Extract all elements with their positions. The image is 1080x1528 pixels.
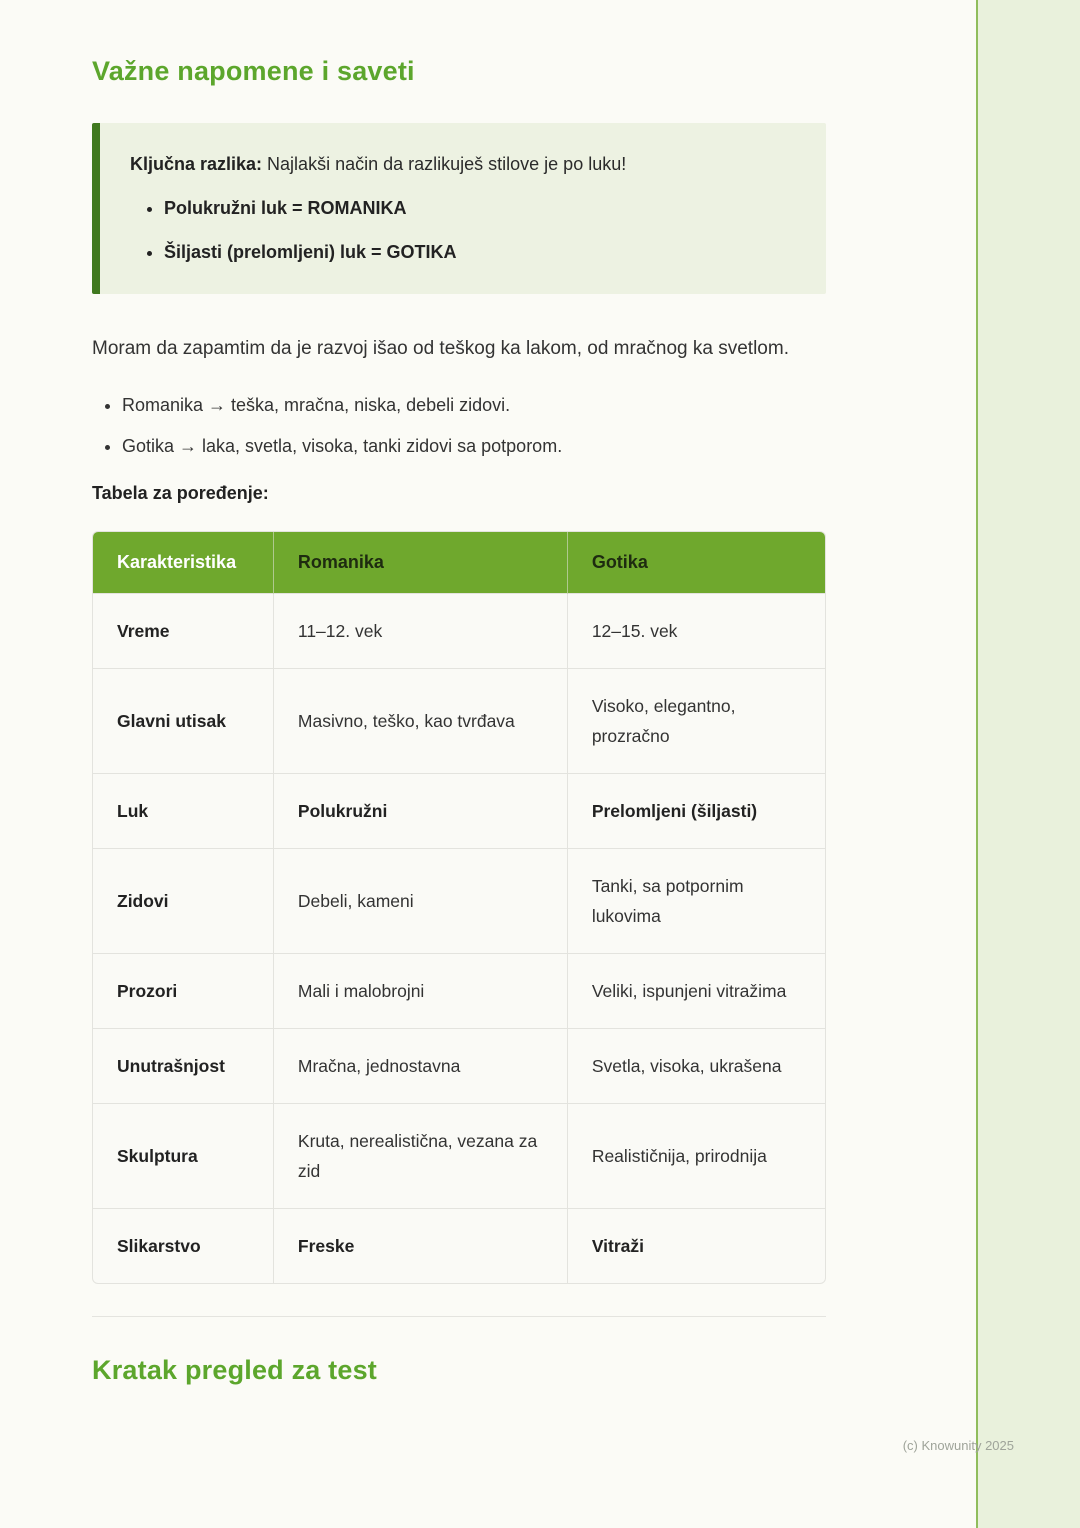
romanika-cell: Debeli, kameni bbox=[274, 849, 568, 954]
table-row bbox=[93, 1209, 825, 1283]
row-label-cell: Vreme bbox=[93, 594, 274, 669]
section-title-important-notes: Važne napomene i saveti bbox=[92, 56, 415, 86]
row-label-cell: Glavni utisak bbox=[93, 669, 274, 774]
table-row bbox=[93, 774, 825, 849]
romanika-cell: Masivno, teško, kao tvrđava bbox=[274, 669, 568, 774]
row-label-cell: Prozori bbox=[93, 954, 274, 1029]
gotika-cell: 12–15. vek bbox=[568, 594, 825, 669]
romanika-cell: Mračna, jednostavna bbox=[274, 1029, 568, 1104]
romanika-cell: Freske bbox=[274, 1209, 568, 1283]
table-row bbox=[93, 1104, 825, 1209]
table-header-karakteristika: Karakteristika bbox=[93, 532, 274, 594]
row-label-cell: Skulptura bbox=[93, 1104, 274, 1209]
callout-lead-bold: Ključna razlika: bbox=[130, 154, 263, 174]
summary-bullet: • Romanika → teška, mračna, niska, debeli zidovi. bbox=[122, 392, 826, 419]
summary-bullet: • Gotika → laka, svetla, visoka, tanki zidovi sa potporom. bbox=[122, 433, 826, 460]
romanika-cell: Kruta, nerealistična, vezana za zid bbox=[274, 1104, 568, 1209]
table-row bbox=[93, 1029, 825, 1104]
table-header-gotika: Gotika bbox=[568, 532, 825, 594]
key-difference-callout bbox=[92, 123, 826, 294]
comparison-table bbox=[92, 531, 826, 1284]
style-summary-list bbox=[92, 392, 826, 460]
romanika-cell: Polukružni bbox=[274, 774, 568, 849]
gotika-cell: Visoko, elegantno, prozračno bbox=[568, 669, 825, 774]
table-label: Tabela za poređenje: bbox=[92, 483, 269, 503]
table-header-romanika: Romanika bbox=[274, 532, 568, 594]
gotika-cell: Realističnija, prirodnija bbox=[568, 1104, 825, 1209]
gotika-cell: Prelomljeni (šiljasti) bbox=[568, 774, 825, 849]
gotika-cell: Svetla, visoka, ukrašena bbox=[568, 1029, 825, 1104]
gotika-cell: Veliki, ispunjeni vitražima bbox=[568, 954, 825, 1029]
table-row bbox=[93, 954, 825, 1029]
comparison-table-header bbox=[93, 532, 825, 594]
watermark: (c) Knowunity 2025 bbox=[902, 1438, 1014, 1453]
memo-paragraph: Moram da zapamtim da je razvoj išao od teškog ka lakom, od mračnog ka svetlom. bbox=[92, 338, 789, 359]
section-divider bbox=[92, 1316, 826, 1317]
callout-lead bbox=[130, 151, 796, 178]
table-row bbox=[93, 849, 825, 954]
row-label-cell: Luk bbox=[93, 774, 274, 849]
row-label-cell: Unutrašnjost bbox=[93, 1029, 274, 1104]
table-row bbox=[93, 669, 825, 774]
section-title-quick-review: Kratak pregled za test bbox=[92, 1355, 377, 1385]
comparison-table-body bbox=[93, 594, 825, 1283]
table-row bbox=[93, 594, 825, 669]
row-label-cell: Zidovi bbox=[93, 849, 274, 954]
callout-bullet: • Šiljasti (prelomljeni) luk = GOTIKA bbox=[164, 239, 796, 266]
notes-content bbox=[92, 0, 826, 1386]
callout-bullet: • Polukružni luk = ROMANIKA bbox=[164, 195, 796, 222]
gotika-cell: Tanki, sa potpornim lukovima bbox=[568, 849, 825, 954]
gotika-cell: Vitraži bbox=[591, 1236, 645, 1256]
right-margin-stripe bbox=[976, 0, 1080, 1528]
row-label-cell: Slikarstvo bbox=[93, 1209, 274, 1283]
romanika-cell: 11–12. vek bbox=[274, 594, 568, 669]
callout-bullet-list bbox=[130, 195, 796, 266]
romanika-cell: Mali i malobrojni bbox=[274, 954, 568, 1029]
callout-lead-text: Najlakši način da razlikuješ stilove je po luku! bbox=[262, 154, 627, 174]
